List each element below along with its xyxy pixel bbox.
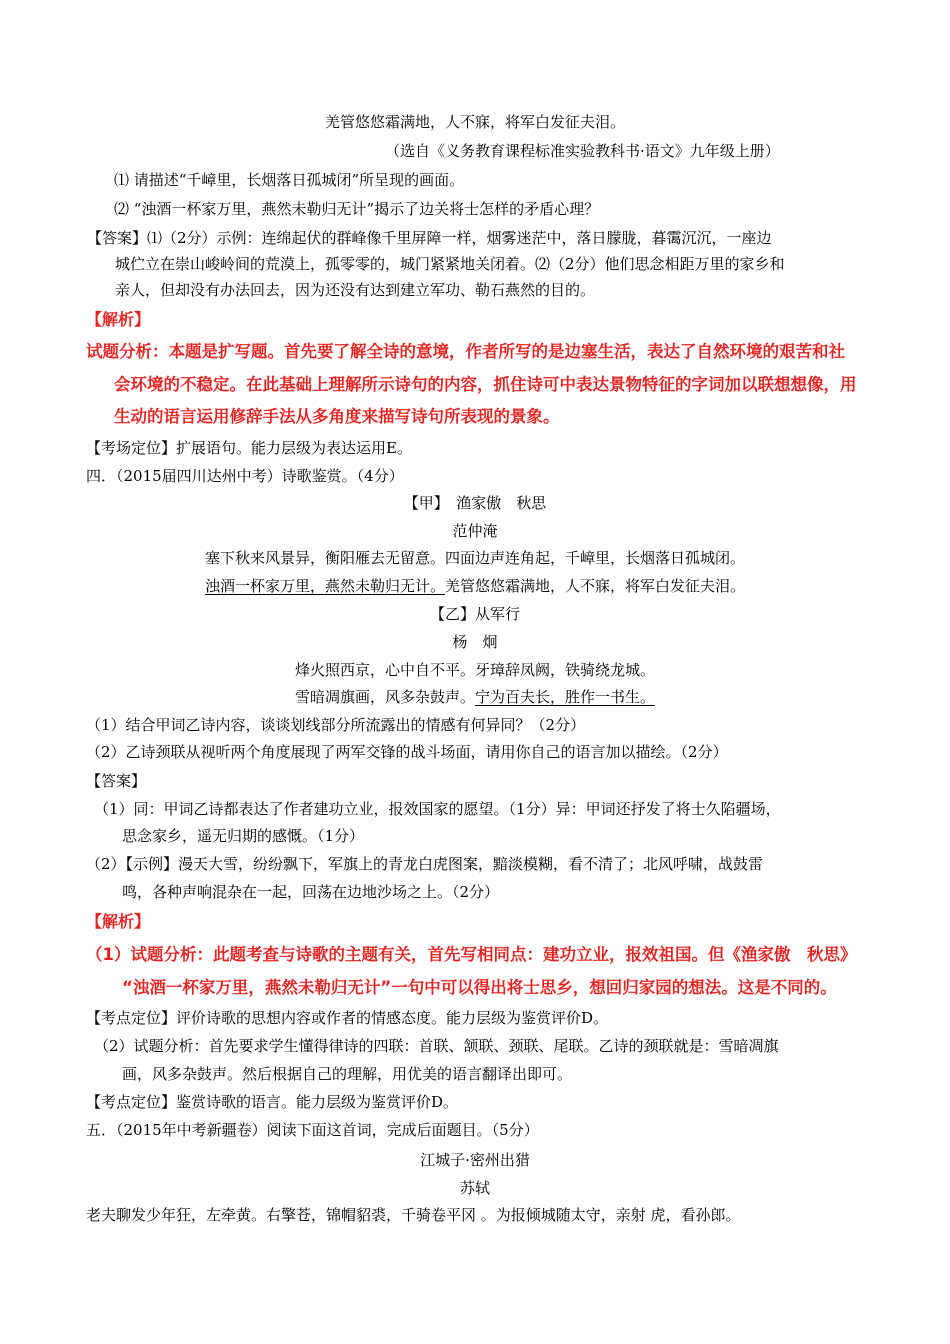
answer-text: 【答案】⑴（2分）示例：连绵起伏的群峰像千里屏障一样，烟雾迷茫中，落日朦胧，暮霭沉沉，一座边 (87, 229, 772, 247)
analysis-text: （2）试题分析：首先要求学生懂得律诗的四联：首联、颔联、颈联、尾联。乙诗的颈联就是：雪暗凋旗 (94, 1037, 779, 1055)
underlined-line: 宁为百夫长，胜作一书生。 (475, 688, 656, 706)
exam-point: 【考场定位】扩展语句。能力层级为表达运用E。 (86, 439, 412, 457)
poem-line: 浊酒一杯家万里，燕然未勒归无计。羌管悠悠霜满地，人不寐，将军白发征夫泪。 (204, 577, 746, 595)
question: ⑴ 请描述“千嶂里，长烟落日孤城闭”所呈现的画面。 (114, 171, 465, 189)
answer-text: 亲人，但却没有办法回去，因为还没有达到建立军功、勒石燕然的目的。 (115, 281, 596, 299)
poem-title: 江城子·密州出猎 (420, 1151, 530, 1169)
analysis-heading: 【解析】 (86, 310, 151, 329)
analysis-text: “浊酒一杯家万里，燕然未勒归无计”一句中可以得出将士思乡，想回归家园的想法。这是不同的。 (122, 978, 837, 997)
answer-text: 思念家乡，遥无归期的感慨。（1分） (122, 827, 365, 845)
section-header: 四．（2015届四川达州中考）诗歌鉴赏。（4分） (86, 467, 404, 485)
section-header: 五．（2015年中考新疆卷）阅读下面这首词，完成后面题目。（5分） (86, 1121, 539, 1139)
poem-line: 烽火照西京，心中自不平。牙璋辞凤阙，铁骑绕龙城。 (294, 661, 655, 679)
analysis-text: 画，风多杂鼓声。然后根据自己的理解，用优美的语言翻译出即可。 (122, 1065, 573, 1083)
underlined-line: 浊酒一杯家万里，燕然未勒归无计。 (204, 577, 445, 595)
poem-line: 羌管悠悠霜满地，人不寐，将军白发征夫泪。 (324, 113, 625, 131)
question: （1）结合甲词乙诗内容，谈谈划线部分所流露出的情感有何异同？（2分） (86, 716, 586, 734)
poem-author: 杨 炯 (452, 633, 498, 651)
answer-text: 鸣，各种声响混杂在一起，回荡在边地沙场之上。（2分） (122, 883, 500, 901)
answer-heading: 【答案】 (86, 772, 147, 790)
answer-text: 城伫立在崇山峻岭间的荒漠上，孤零零的，城门紧紧地关闭着。⑵（2分）他们思念相距万里的家乡和 (115, 255, 785, 273)
answer-text: （2）【示例】漫天大雪，纷纷飘下，军旗上的青龙白虎图案，黯淡模糊，看不清了；北风呼啸，战鼓雷 (86, 855, 764, 873)
analysis-text: （1）试题分析：此题考查与诗歌的主题有关，首先写相同点：建功立业，报效祖国。但《渔家傲 秋思》 (86, 945, 857, 964)
question: ⑵ “浊酒一杯家万里，燕然未勒归无计”揭示了边关将士怎样的矛盾心理？ (114, 200, 600, 218)
poem-title: 【甲】 渔家傲 秋思 (403, 494, 547, 512)
analysis-text: 生动的语言运用修辞手法从多角度来描写诗句所表现的景象。 (114, 407, 560, 426)
poem-author: 苏轼 (459, 1179, 490, 1197)
poem-line: 塞下秋来风景异，衡阳雁去无留意。四面边声连角起，千嶂里，长烟落日孤城闭。 (204, 549, 745, 567)
question: （2）乙诗颈联从视听两个角度展现了两军交锋的战斗场面，请用你自己的语言加以描绘。（2分） (86, 743, 728, 761)
source-citation: （选自《义务教育课程标准实验教科书·语文》九年级上册） (385, 142, 780, 160)
poem-line: 雪暗凋旗画，风多杂鼓声。宁为百夫长，胜作一书生。 (294, 688, 656, 706)
answer-text: （1）同：甲词乙诗都表达了作者建功立业，报效国家的愿望。（1分）异：甲词还抒发了将士久陷疆场， (94, 800, 781, 818)
poem-title: 【乙】从军行 (429, 605, 520, 623)
poem-line: 老夫聊发少年狂，左牵黄。右擎苍，锦帽貂裘，千骑卷平冈 。为报倾城随太守，亲射 虎，看孙郎。 (86, 1206, 741, 1224)
analysis-text: 会环境的不稳定。在此基础上理解所示诗句的内容，抓住诗可中表达景物特征的字词加以联想想像，用 (114, 375, 857, 394)
poem-author: 范仲淹 (452, 522, 498, 540)
analysis-text: 试题分析：本题是扩写题。首先要了解全诗的意境，作者所写的是边塞生活，表达了自然环境的艰苦和社 (86, 342, 845, 361)
exam-point: 【考点定位】鉴赏诗歌的语言。能力层级为鉴赏评价D。 (86, 1093, 459, 1111)
exam-point: 【考点定位】评价诗歌的思想内容或作者的情感态度。能力层级为鉴赏评价D。 (86, 1009, 609, 1027)
analysis-heading: 【解析】 (86, 912, 151, 931)
